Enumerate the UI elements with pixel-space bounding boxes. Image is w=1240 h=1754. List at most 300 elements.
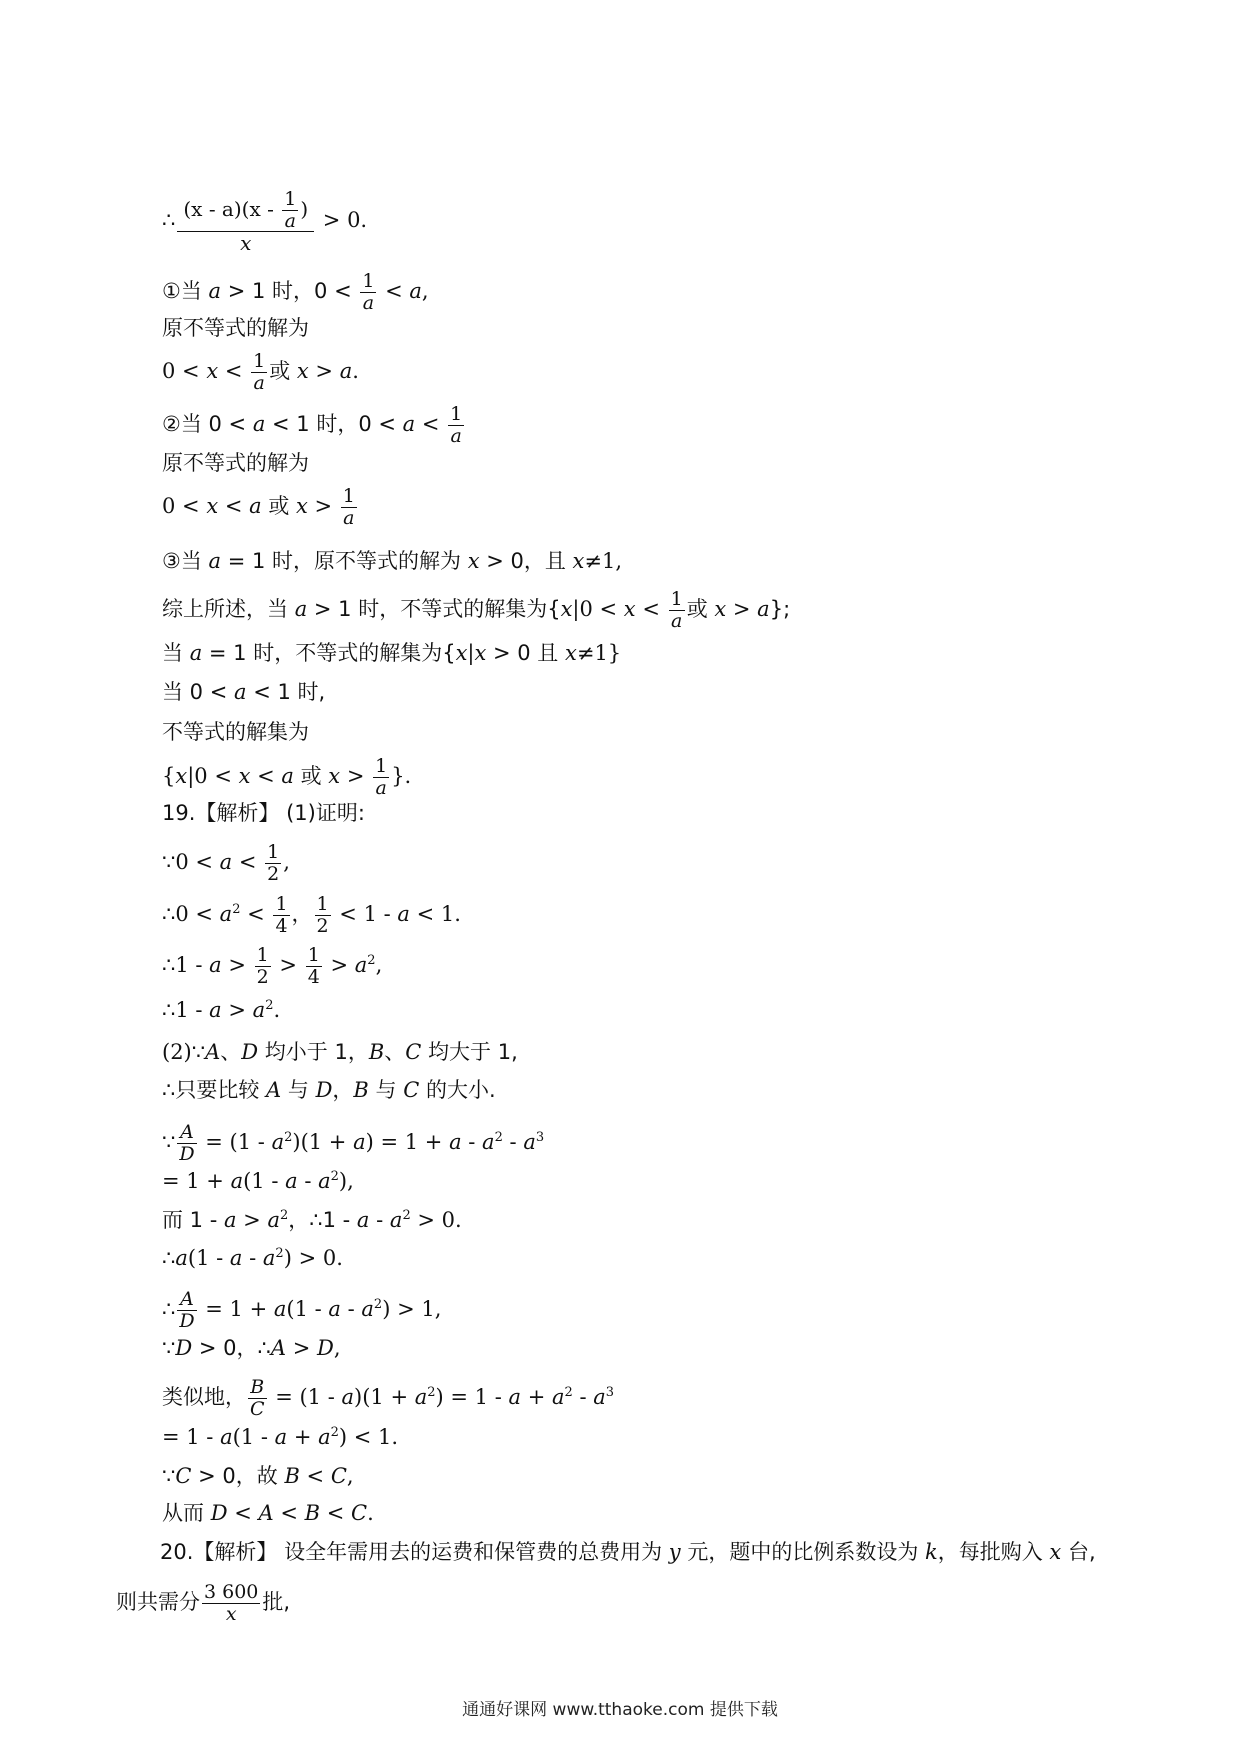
var: D — [175, 1336, 193, 1360]
text: < — [250, 764, 282, 788]
exponent: 2 — [564, 1385, 573, 1400]
var: C — [330, 1464, 347, 1488]
text: = 1 + — [162, 1169, 231, 1193]
var: a — [354, 953, 368, 977]
line-17 — [162, 946, 382, 987]
text: 0 < — [162, 494, 207, 518]
fraction — [669, 590, 685, 631]
denominator: 2 — [256, 966, 269, 988]
var: A — [266, 1078, 282, 1102]
line-09 — [162, 590, 790, 631]
exponent: 2 — [402, 1208, 411, 1223]
text: > 0 且 — [486, 641, 565, 665]
var: k — [925, 1540, 938, 1564]
var: A — [270, 1336, 287, 1360]
text: + — [287, 1425, 319, 1449]
var: a — [318, 1169, 331, 1193]
text: > — [726, 597, 758, 621]
fraction — [265, 843, 281, 884]
text: < 1 时，0 < — [265, 412, 403, 436]
line-08 — [162, 548, 622, 574]
line-04 — [162, 352, 359, 393]
var: B — [304, 1501, 321, 1525]
text: 而 1 - — [162, 1208, 224, 1232]
text: ②当 0 < — [162, 412, 253, 436]
numerator: 1 — [253, 350, 266, 372]
denominator: C — [250, 1398, 265, 1420]
var: a — [294, 597, 308, 621]
line-06: 原不等式的解为 — [162, 451, 309, 475]
line-23 — [162, 1207, 462, 1233]
text: ③当 — [162, 549, 209, 573]
inner-fraction — [282, 190, 298, 231]
text: > — [323, 953, 355, 977]
numerator: 1 — [284, 188, 297, 210]
text: , — [333, 1336, 341, 1360]
line-26 — [162, 1335, 341, 1361]
text: 当 0 < — [162, 680, 234, 704]
var: a — [230, 1169, 244, 1193]
text: - — [461, 1130, 483, 1154]
fraction — [448, 405, 464, 446]
line-24 — [162, 1245, 343, 1271]
var: x — [467, 549, 480, 573]
var: a — [271, 1130, 285, 1154]
text: 、 — [384, 1040, 406, 1064]
text: 、 — [220, 1040, 242, 1064]
exponent: 2 — [373, 1297, 383, 1312]
text: > 0，故 — [191, 1464, 285, 1488]
var: a — [449, 1130, 462, 1154]
fraction — [255, 946, 271, 987]
text: 批, — [262, 1590, 291, 1614]
text: = (1 - — [268, 1385, 342, 1409]
var: a — [267, 1208, 280, 1232]
denominator: x — [240, 231, 252, 255]
var: A — [205, 1040, 221, 1064]
text: ①当 — [162, 279, 209, 303]
var: A — [258, 1501, 274, 1525]
var: a — [219, 902, 233, 926]
line-29 — [162, 1463, 354, 1489]
text: { — [162, 764, 176, 788]
var: C — [351, 1501, 368, 1525]
text: ) > 0. — [283, 1246, 343, 1270]
text: - — [297, 1169, 319, 1193]
exponent: 3 — [535, 1130, 545, 1145]
fraction — [315, 895, 331, 936]
line-25 — [162, 1290, 441, 1331]
numerator-text: (x - a)(x - — [183, 197, 281, 221]
numerator: B — [248, 1378, 267, 1399]
text: ) < 1. — [338, 1425, 399, 1449]
text: ∴只要比较 — [162, 1078, 267, 1102]
var: D — [241, 1040, 259, 1064]
text: 从而 — [162, 1501, 211, 1525]
denominator: D — [179, 1143, 195, 1165]
text: }. — [391, 764, 412, 788]
var: a — [219, 850, 233, 874]
var: x — [296, 494, 308, 518]
fraction — [273, 895, 289, 936]
var: a — [189, 641, 203, 665]
denominator: a — [450, 425, 462, 447]
fraction — [306, 946, 322, 987]
var: a — [175, 1246, 188, 1270]
var: a — [229, 1246, 243, 1270]
page-footer: 通通好课网 www.tthaoke.com 提供下载 — [462, 1700, 778, 1720]
text: 或 — [293, 764, 329, 788]
text: 元，题中的比例系数设为 — [680, 1540, 925, 1564]
var: a — [341, 1385, 355, 1409]
text: ) > 1, — [382, 1297, 442, 1321]
var: a — [508, 1385, 522, 1409]
var: a — [414, 1385, 428, 1409]
text: , — [346, 1464, 354, 1488]
text: < 1 - — [332, 902, 398, 926]
text: 均大于 1, — [421, 1040, 518, 1064]
var: a — [223, 1208, 237, 1232]
text: > 0. — [410, 1208, 462, 1232]
var: a — [281, 764, 294, 788]
text: . — [352, 359, 359, 383]
text: ∴0 < — [162, 902, 220, 926]
text: ，每批购入 — [937, 1540, 1050, 1564]
denominator: a — [284, 210, 296, 232]
text: < — [240, 902, 272, 926]
var: a — [209, 998, 222, 1022]
text: 综上所述，当 — [162, 597, 295, 621]
var: a — [356, 1208, 370, 1232]
var: y — [668, 1540, 681, 1564]
text: > — [221, 953, 253, 977]
numerator: 1 — [342, 485, 355, 507]
denominator: 4 — [275, 915, 288, 937]
numerator: 1 — [375, 755, 388, 777]
text: 的大小. — [419, 1078, 496, 1102]
exponent: 2 — [494, 1130, 503, 1145]
text: > — [286, 1336, 318, 1360]
var: a — [274, 1425, 288, 1449]
text: 台, — [1061, 1540, 1096, 1564]
var: a — [328, 1297, 341, 1321]
exponent: 2 — [232, 902, 241, 917]
text: < — [218, 494, 250, 518]
text: = (1 - — [198, 1130, 272, 1154]
fraction — [373, 757, 389, 798]
line-20 — [162, 1077, 496, 1103]
fraction — [248, 1378, 267, 1419]
numerator: 1 — [307, 944, 320, 966]
fraction — [251, 352, 267, 393]
text: 当 — [162, 641, 190, 665]
var: x — [1049, 1540, 1062, 1564]
numerator: 1 — [316, 893, 329, 915]
text: = 1 时，原不等式的解为 — [221, 549, 468, 573]
text: < — [218, 359, 250, 383]
numerator: 3 600 — [204, 1581, 259, 1603]
var: a — [273, 1297, 287, 1321]
text: 与 — [281, 1078, 316, 1102]
text: (1 - — [187, 1246, 230, 1270]
var: x — [572, 549, 585, 573]
text: < — [227, 1501, 259, 1525]
text: , — [283, 850, 290, 874]
text: + — [521, 1385, 552, 1409]
text: - — [369, 1208, 390, 1232]
fraction — [341, 487, 357, 528]
exponent: 2 — [330, 1169, 339, 1184]
var: a — [593, 1385, 606, 1409]
text: . — [367, 1501, 374, 1525]
text: 0 < — [162, 359, 207, 383]
var: x — [474, 641, 487, 665]
line-11 — [162, 679, 325, 705]
var: x — [296, 359, 309, 383]
denominator: a — [343, 507, 355, 529]
text: = 1 + — [198, 1297, 274, 1321]
denominator: a — [253, 372, 265, 394]
var: a — [551, 1385, 565, 1409]
var: x — [238, 764, 251, 788]
fraction — [177, 1123, 196, 1164]
var: a — [285, 1169, 298, 1193]
var: x — [175, 764, 188, 788]
line-15 — [162, 843, 290, 884]
var: a — [220, 1425, 233, 1449]
text: ), — [338, 1169, 354, 1193]
text: > 0. — [316, 208, 368, 232]
var: a — [389, 1208, 403, 1232]
text: (1)证明: — [279, 801, 365, 825]
var: a — [397, 902, 410, 926]
exponent: 2 — [265, 998, 274, 1013]
numerator: A — [177, 1290, 196, 1311]
var: D — [210, 1501, 228, 1525]
var: a — [252, 412, 266, 436]
line-30 — [162, 1500, 374, 1526]
var: a — [318, 1425, 331, 1449]
line-07 — [162, 487, 359, 528]
denominator: 2 — [267, 863, 280, 885]
text: ∴1 - — [162, 953, 210, 977]
text: = 1 时，不等式的解集为{ — [202, 641, 456, 665]
var: a — [523, 1130, 536, 1154]
exponent: 2 — [367, 953, 376, 968]
text: ∵ — [162, 1464, 176, 1488]
therefore-symbol: ∴ — [162, 208, 176, 232]
denominator: a — [362, 292, 375, 314]
var: a — [361, 1297, 374, 1321]
line-21 — [162, 1123, 544, 1164]
text: 或 — [269, 359, 297, 383]
text: |0 < — [572, 597, 624, 621]
line-32 — [116, 1583, 290, 1624]
denominator: a — [375, 777, 387, 799]
text: - — [340, 1297, 362, 1321]
fraction — [177, 1290, 196, 1331]
text: < 1 时, — [246, 680, 326, 704]
text: > 0，且 — [479, 549, 573, 573]
text: ∵0 < — [162, 850, 220, 874]
text: )(1 + — [354, 1385, 415, 1409]
numerator: 1 — [450, 403, 463, 425]
var: a — [482, 1130, 495, 1154]
var: a — [208, 549, 222, 573]
text: ，∴1 - — [288, 1208, 357, 1232]
line-19 — [162, 1039, 518, 1065]
line-14-heading — [162, 800, 365, 826]
fraction — [177, 190, 314, 253]
text: ， — [332, 1078, 354, 1102]
line-13 — [162, 757, 411, 798]
text: > — [308, 359, 340, 383]
paren: ) — [300, 197, 309, 221]
text: (1 - — [286, 1297, 329, 1321]
text: 与 — [368, 1078, 404, 1102]
var: C — [175, 1464, 192, 1488]
line-05 — [162, 405, 466, 446]
text: (2)∵ — [162, 1040, 206, 1064]
line-16 — [162, 895, 461, 936]
line-02 — [162, 272, 429, 313]
numerator: 1 — [275, 893, 288, 915]
line-12: 不等式的解集为 — [162, 720, 309, 744]
text: 类似地， — [162, 1385, 246, 1409]
text: > — [236, 1208, 268, 1232]
text: ∴ — [162, 1297, 176, 1321]
numerator: 1 — [256, 944, 269, 966]
var: x — [560, 597, 573, 621]
text: > — [221, 998, 253, 1022]
problem-number: 19.【解析】 — [162, 801, 280, 825]
exponent: 2 — [330, 1425, 339, 1440]
exponent: 2 — [427, 1385, 436, 1400]
var: x — [328, 764, 341, 788]
line-10 — [162, 640, 621, 666]
text: < — [415, 412, 447, 436]
numerator: 1 — [670, 588, 683, 610]
var: x — [455, 641, 468, 665]
problem-number: 20.【解析】 — [160, 1540, 278, 1564]
var: a — [757, 597, 770, 621]
var: x — [623, 597, 636, 621]
exponent: 2 — [284, 1130, 293, 1145]
text: (1 - — [232, 1425, 275, 1449]
var: x — [714, 597, 727, 621]
denominator: a — [670, 610, 683, 632]
text: ， — [291, 902, 313, 926]
text: - — [502, 1130, 524, 1154]
fraction — [202, 1583, 260, 1624]
var: D — [317, 1336, 334, 1360]
line-01 — [162, 190, 367, 253]
var: a — [262, 1246, 276, 1270]
text: - — [242, 1246, 263, 1270]
text: < — [273, 1501, 305, 1525]
var: a — [208, 279, 222, 303]
var: a — [252, 998, 266, 1022]
var: a — [409, 279, 422, 303]
text: ∴ — [162, 1246, 176, 1270]
text: ≠1} — [576, 641, 622, 665]
var: a — [353, 1130, 366, 1154]
text: 或 — [261, 494, 296, 518]
denominator: x — [225, 1603, 237, 1625]
text: , — [375, 953, 383, 977]
text: > — [340, 764, 372, 788]
text: = 1 - — [162, 1425, 221, 1449]
denominator: 4 — [307, 966, 320, 988]
line-28 — [162, 1424, 398, 1450]
text: < — [320, 1501, 351, 1525]
exponent: 2 — [279, 1208, 289, 1223]
text: . — [273, 998, 281, 1022]
var: x — [206, 359, 219, 383]
line-31-heading — [160, 1539, 1096, 1565]
line-18 — [162, 997, 280, 1023]
text: 或 — [686, 597, 715, 621]
text: ∵ — [162, 1130, 176, 1154]
text: < 1. — [409, 902, 461, 926]
text: | — [467, 641, 475, 665]
var: a — [339, 359, 353, 383]
text: > 1 时，0 < — [221, 279, 359, 303]
text: > — [272, 953, 304, 977]
denominator: 2 — [316, 915, 329, 937]
text: )(1 + — [292, 1130, 354, 1154]
line-27 — [162, 1378, 614, 1419]
text: 则共需分 — [116, 1590, 200, 1614]
fraction — [360, 272, 376, 313]
text: < — [232, 850, 264, 874]
line-22 — [162, 1168, 354, 1194]
var: B — [284, 1464, 300, 1488]
var: a — [209, 953, 222, 977]
text: 设全年需用去的运费和保管费的总费用为 — [277, 1540, 669, 1564]
var: C — [403, 1078, 420, 1102]
numerator: 1 — [362, 270, 375, 292]
text: < — [299, 1464, 331, 1488]
var: x — [565, 641, 577, 665]
text: ∵ — [162, 1336, 176, 1360]
exponent: 3 — [605, 1385, 615, 1400]
var: a — [249, 494, 262, 518]
text: ≠1, — [584, 549, 623, 573]
var: D — [315, 1078, 333, 1102]
var: B — [353, 1078, 369, 1102]
exponent: 2 — [275, 1246, 284, 1261]
denominator: D — [179, 1310, 195, 1332]
text: }; — [769, 597, 791, 621]
text: > 1 时，不等式的解集为{ — [307, 597, 561, 621]
text: > — [307, 494, 339, 518]
var: a — [402, 412, 416, 436]
text: 均小于 1， — [258, 1040, 369, 1064]
text: ) = 1 + — [365, 1130, 450, 1154]
var: C — [405, 1040, 422, 1064]
var: x — [206, 494, 219, 518]
text: (1 - — [243, 1169, 286, 1193]
text: ) = 1 - — [435, 1385, 509, 1409]
text: < — [635, 597, 667, 621]
text: ∴1 - — [162, 998, 210, 1022]
text: , — [421, 279, 429, 303]
var: B — [368, 1040, 385, 1064]
numerator: 1 — [267, 841, 280, 863]
text: < — [378, 279, 410, 303]
text: |0 < — [187, 764, 239, 788]
